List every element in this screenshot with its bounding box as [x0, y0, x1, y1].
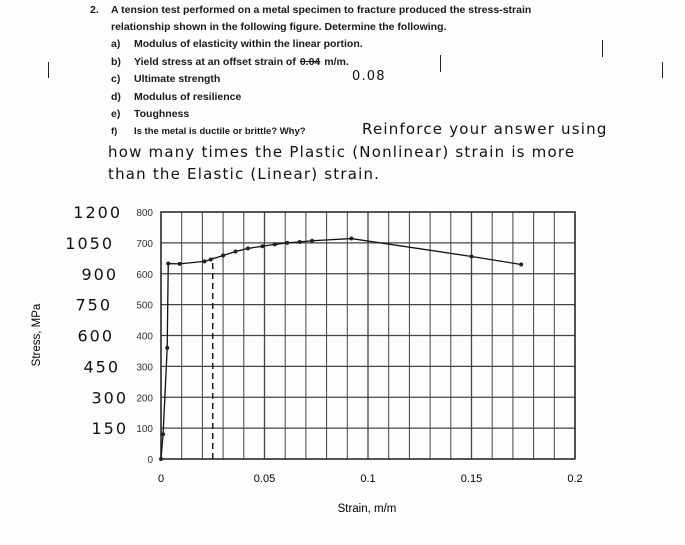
x-tick-label: 0.05: [253, 473, 276, 485]
data-point: [260, 244, 264, 248]
handwritten-note-3: than the Elastic (Linear) strain.: [108, 165, 381, 183]
data-point: [470, 254, 474, 258]
y-tick-label-handwritten: 150: [91, 419, 128, 439]
question-text: Ultimate strength: [134, 73, 221, 86]
data-point: [298, 240, 302, 244]
data-point: [349, 237, 353, 241]
offset-unit: m/m.: [324, 55, 349, 68]
y-tick-label-handwritten: 1050: [65, 233, 114, 253]
data-point: [178, 262, 182, 266]
question-label: a): [111, 38, 121, 50]
data-point: [209, 258, 213, 262]
y-tick-label-printed: 500: [136, 300, 153, 312]
y-axis-label: Stress, MPa: [31, 303, 43, 367]
data-point: [165, 346, 169, 350]
handwritten-note-1: Reinforce your answer using: [362, 120, 608, 138]
y-tick-label-handwritten: 900: [81, 264, 118, 284]
problem-line-2: relationship shown in the following figure. Determine the following.: [111, 21, 447, 33]
y-tick-label-printed: 200: [136, 393, 153, 405]
y-tick-label-printed: 100: [136, 424, 153, 436]
y-tick-label-handwritten: 300: [91, 388, 128, 408]
y-tick-label-handwritten: 1200: [73, 203, 122, 222]
y-tick-label-printed: 700: [136, 238, 153, 250]
x-tick-label: 0.1: [360, 473, 376, 485]
question-text: Modulus of resilience: [134, 90, 242, 103]
data-point: [161, 432, 165, 436]
data-point: [273, 242, 277, 246]
data-point: [221, 254, 225, 258]
question-text: Toughness: [134, 108, 190, 121]
y-tick-label-printed: 600: [136, 269, 153, 281]
data-point: [166, 262, 170, 266]
stress-strain-curve: [161, 239, 521, 459]
y-tick-label-printed: 300: [136, 362, 153, 374]
data-point: [519, 262, 523, 266]
y-tick-label-printed: 400: [136, 331, 153, 343]
question-text: Is the metal is ductile or brittle? Why?: [134, 126, 306, 137]
data-point: [285, 241, 289, 245]
y-tick-label-handwritten: 600: [77, 326, 114, 346]
question-label: f): [111, 126, 118, 137]
problem-number: 2.: [90, 4, 99, 16]
question-label: c): [111, 73, 121, 86]
y-tick-label-handwritten: 450: [83, 357, 120, 377]
handwritten-note-2: how many times the Plastic (Nonlinear) strain is more: [108, 143, 576, 161]
x-tick-label: 0: [157, 473, 165, 485]
data-point: [234, 250, 238, 254]
y-tick-label-handwritten: 750: [75, 295, 112, 315]
question-text: Yield stress at an offset strain of: [134, 55, 296, 68]
data-point: [159, 457, 163, 461]
data-point: [202, 259, 206, 263]
x-tick-label: 0.2: [567, 473, 583, 485]
y-tick-label-printed: 800: [136, 208, 153, 219]
question-label: d): [111, 90, 121, 103]
question-label: e): [111, 108, 121, 121]
y-tick-label-printed: 0: [147, 455, 153, 466]
question-text: Modulus of elasticity within the linear portion.: [134, 38, 363, 50]
question-label: b): [111, 55, 121, 68]
problem-line-1: A tension test performed on a metal specimen to fracture produced the stress-strain: [111, 4, 532, 16]
data-point: [246, 246, 250, 250]
x-tick-label: 0.15: [460, 473, 483, 485]
struck-offset-value: 0.04: [299, 55, 321, 68]
data-point: [310, 239, 314, 243]
handwritten-offset: 0.08: [352, 69, 386, 84]
x-axis-label: Strain, m/m: [337, 503, 397, 515]
